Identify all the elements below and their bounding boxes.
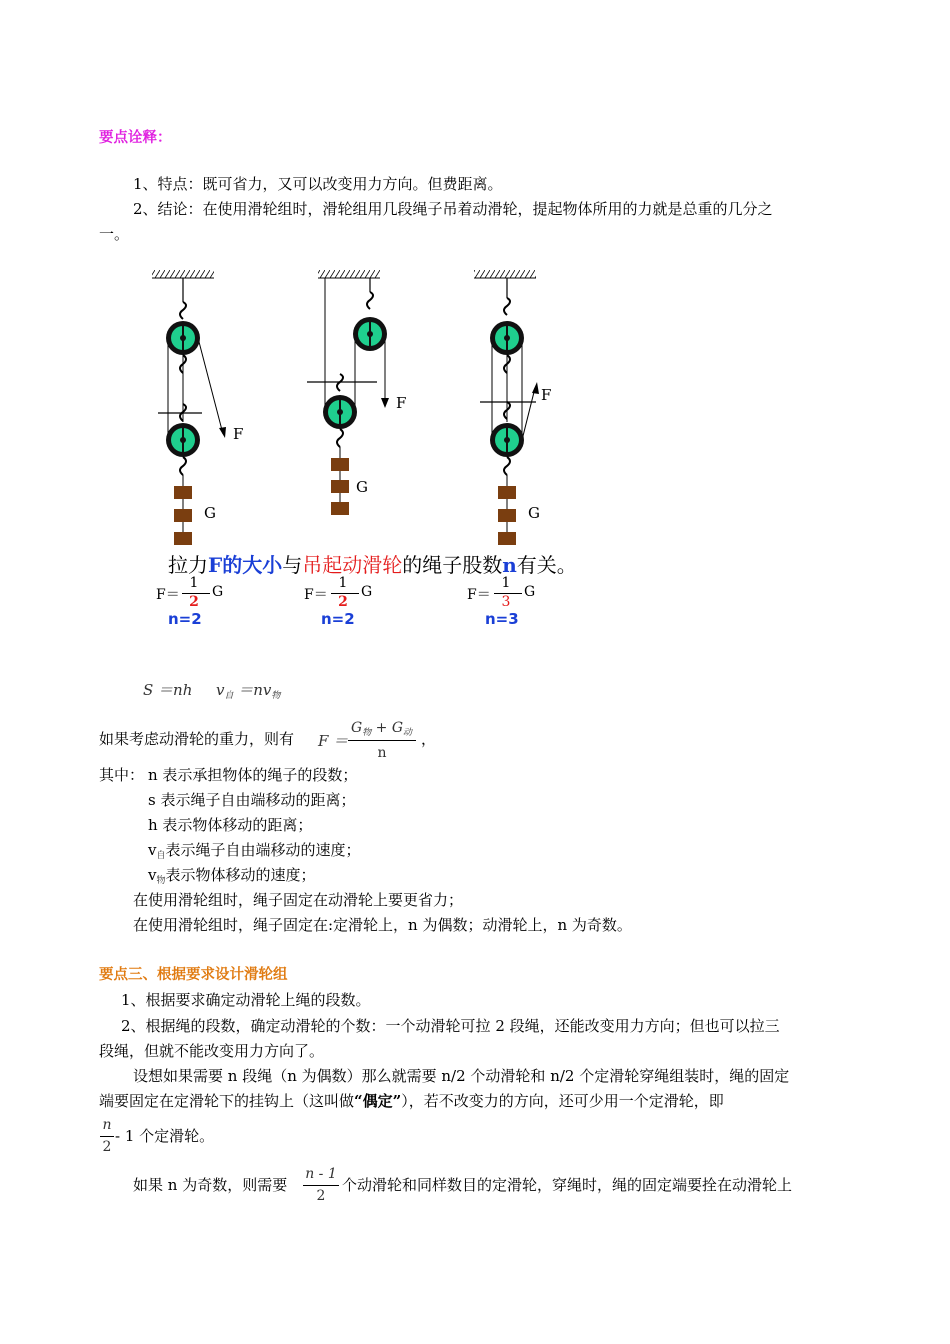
formula-1-suffix: G — [212, 584, 224, 600]
formula-1-denominator: 2 — [189, 594, 199, 610]
formula-2-numerator: 1 — [338, 575, 348, 591]
weight-formula-lhs: F ＝ — [318, 732, 349, 750]
formula-3-n-label: n=3 — [485, 610, 519, 628]
design-step-1: 1、根据要求确定动滑轮上绳的段数。 — [121, 991, 371, 1009]
where-lead: 其中： — [99, 766, 145, 784]
weight-intro-text: 如果考虑动滑轮的重力，则有 — [99, 730, 295, 748]
section-heading-design: 要点三、根据要求设计滑轮组 — [99, 967, 288, 983]
odd-fraction-bar — [303, 1185, 339, 1186]
point-2-line-1: 2、结论：在使用滑轮组时，滑轮组用几段绳子吊着动滑轮，提起物体所用的力就是总重的几分之 — [133, 200, 773, 218]
even-paragraph-line-1: 设想如果需要 n 段绳（n 为偶数）那么就需要 n/2 个动滑轮和 n/2 个定滑轮穿绳组装时，绳的固定 — [133, 1067, 790, 1085]
weight-label-3: G — [528, 504, 540, 522]
even-fraction-tail: - 1 个定滑轮。 — [115, 1127, 215, 1145]
equation-distance: S ＝nh — [143, 681, 193, 699]
formula-1-prefix: F＝ — [156, 587, 180, 603]
even-fraction-denominator: 2 — [102, 1139, 112, 1155]
design-step-2-line-1: 2、根据绳的段数，确定动滑轮的个数：一个动滑轮可拉 2 段绳，还能改变用力方向；但也可以拉三 — [121, 1017, 780, 1035]
pulley-system-2 — [307, 270, 406, 515]
formula-3-suffix: G — [524, 584, 536, 600]
where-v-free: $v_自$表示绳子自由端移动的速度； — [148, 841, 361, 861]
weight-label-2: G — [356, 478, 368, 496]
pulley-system-3 — [474, 270, 551, 545]
weight-formula-fraction-bar — [348, 740, 416, 741]
where-v-object: $v_物$表示物体移动的速度； — [148, 866, 316, 886]
formula-1-n-label: n=2 — [168, 610, 202, 628]
weight-formula-tail: ， — [421, 730, 437, 748]
rule-2: 在使用滑轮组时，绳子固定在:定滑轮上，n 为偶数；动滑轮上，n 为奇数。 — [133, 916, 632, 934]
rule-1: 在使用滑轮组时，绳子固定在动滑轮上要更省力； — [133, 891, 464, 909]
formula-2-denominator: 2 — [338, 594, 348, 610]
even-fraction-bar — [100, 1136, 114, 1137]
even-fraction-numerator: n — [102, 1117, 112, 1133]
odd-fraction-denominator: 2 — [316, 1188, 326, 1204]
odd-fraction-numerator: n - 1 — [305, 1166, 337, 1182]
where-n: n 表示承担物体的绳子的段数； — [148, 766, 358, 784]
point-2-line-2: 一。 — [99, 225, 130, 243]
odd-paragraph-end: 个动滑轮和同样数目的定滑轮，穿绳时，绳的固定端要拴在动滑轮上 — [342, 1176, 793, 1194]
design-step-2-line-2: 段绳，但就不能改变用力方向了。 — [99, 1042, 325, 1060]
force-label-2: F — [396, 394, 407, 412]
pulley-figure — [140, 262, 600, 552]
formula-1-numerator: 1 — [189, 575, 199, 591]
weight-formula-numerator: $G_物 + G_动$ — [351, 720, 413, 738]
formula-3-numerator: 1 — [501, 575, 511, 591]
weight-label-1: G — [204, 504, 216, 522]
where-h: h 表示物体移动的距离； — [148, 816, 313, 834]
force-label-3: F — [541, 386, 552, 404]
formula-3-prefix: F＝ — [467, 587, 491, 603]
even-paragraph-line-2: 端要固定在定滑轮下的挂钩上（这叫做“偶定”），若不改变力的方向，还可少用一个定滑轮，即 — [99, 1092, 724, 1110]
section-heading-key-points: 要点诠释： — [99, 130, 172, 146]
point-1: 1、特点：既可省力，又可以改变用力方向。但费距离。 — [133, 175, 503, 193]
where-s: s 表示绳子自由端移动的距离； — [148, 791, 356, 809]
weight-formula-denominator: n — [377, 745, 387, 761]
force-label-1: F — [233, 425, 244, 443]
odd-paragraph-start: 如果 n 为奇数，则需要 — [133, 1176, 288, 1194]
formula-2-prefix: F＝ — [304, 587, 328, 603]
formula-2-suffix: G — [361, 584, 373, 600]
figure-caption: 拉力F的大小与吊起动滑轮的绳子股数n有关。 — [168, 553, 577, 577]
formula-3-denominator: 3 — [501, 594, 511, 610]
equation-velocity: $v_自 =nv_物$ — [216, 681, 281, 701]
formula-2-n-label: n=2 — [321, 610, 355, 628]
pulley-system-1 — [152, 270, 243, 545]
